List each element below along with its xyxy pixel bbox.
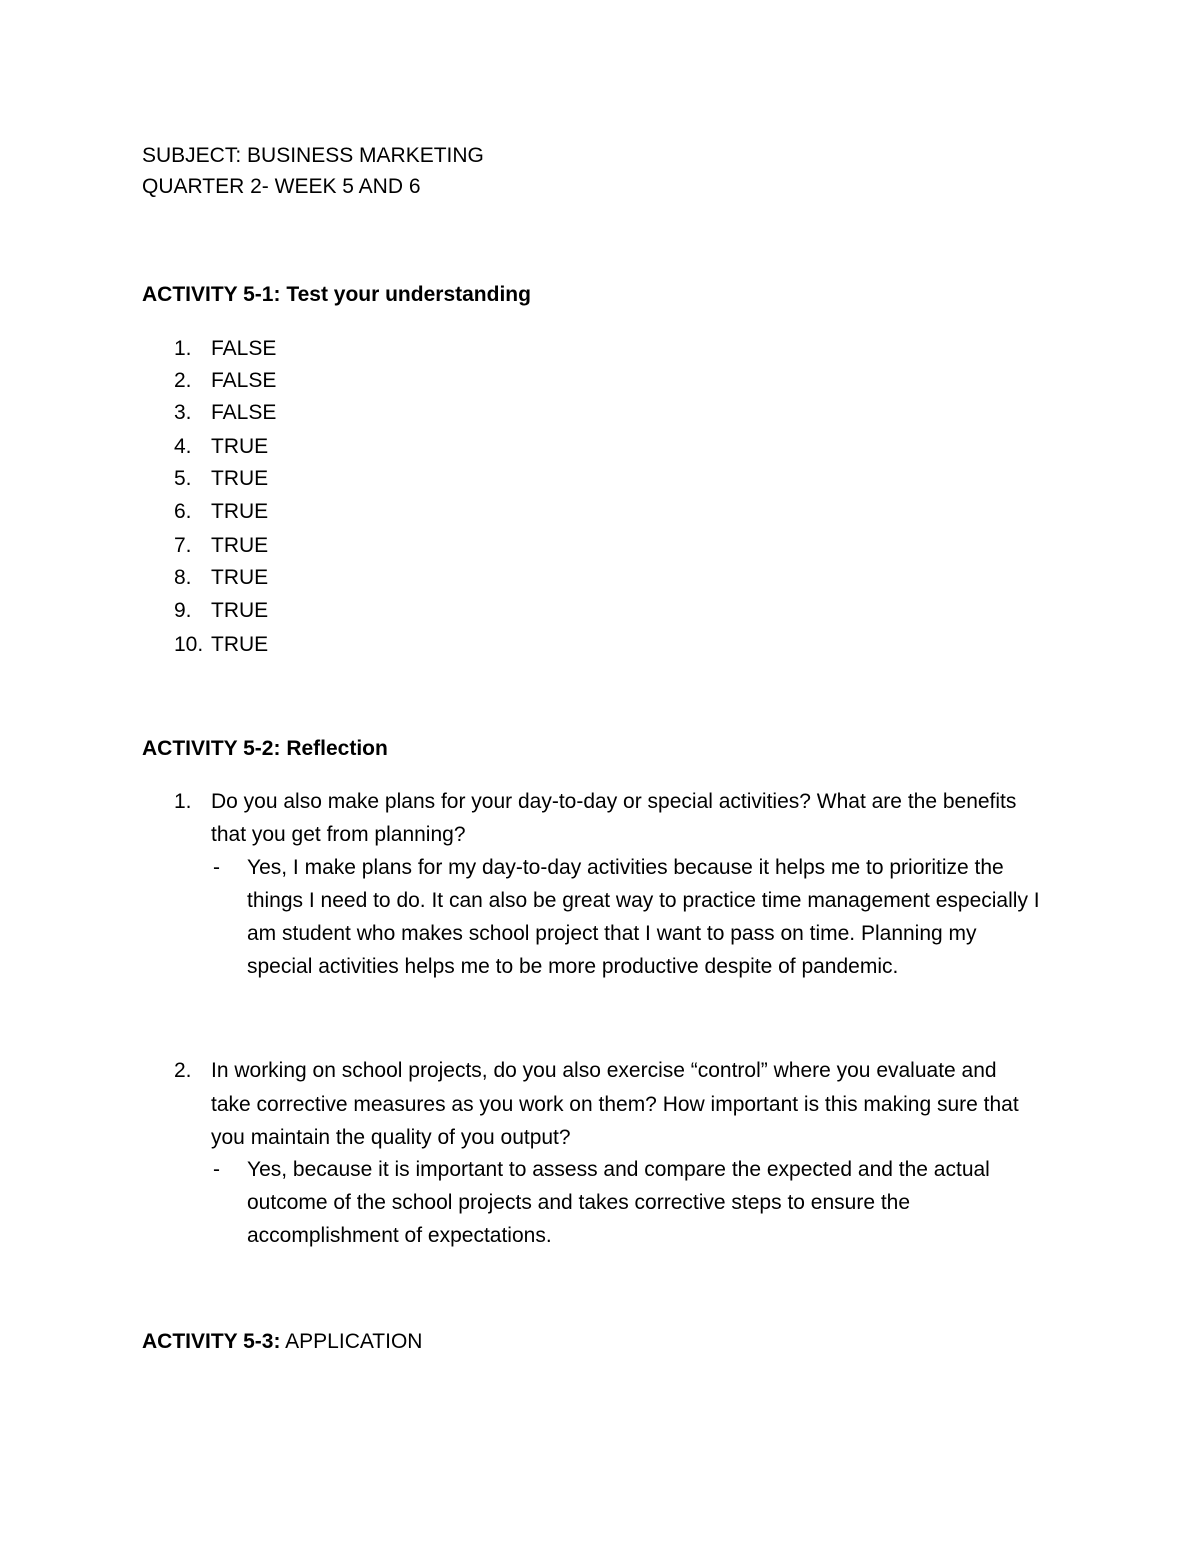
activity-3-title: APPLICATION <box>285 1330 423 1353</box>
item-number: 8. <box>174 566 192 589</box>
answer-bullet: - <box>213 856 220 879</box>
item-number: 4. <box>174 435 192 458</box>
item-number: 1. <box>174 337 192 360</box>
item-answer: TRUE <box>211 435 269 458</box>
question-text-line: you maintain the quality of you output? <box>211 1126 571 1149</box>
answer-text-line: special activities helps me to be more productive despite of pandemic. <box>247 955 899 978</box>
answer-text-line: Yes, because it is important to assess and compare the expected and the actual <box>247 1158 990 1181</box>
item-answer: TRUE <box>211 599 269 622</box>
activity-1-title: Test your understanding <box>286 283 531 306</box>
question-text-line: Do you also make plans for your day-to-day or special activities? What are the benefits <box>211 790 1017 813</box>
item-answer: FALSE <box>211 337 277 360</box>
item-number: 10. <box>174 633 204 656</box>
activity-2-heading <box>142 736 388 762</box>
activity-3-heading <box>142 1329 422 1355</box>
item-answer: FALSE <box>211 401 277 424</box>
item-answer: TRUE <box>211 566 269 589</box>
item-number: 5. <box>174 467 192 490</box>
item-number: 6. <box>174 500 192 523</box>
question-number: 2. <box>174 1059 192 1082</box>
item-answer: TRUE <box>211 500 269 523</box>
activity-2-label: ACTIVITY 5-2: <box>142 737 281 760</box>
item-answer: TRUE <box>211 534 269 557</box>
question-text-line: take corrective measures as you work on them? How important is this making sure that <box>211 1093 1019 1116</box>
activity-3-label: ACTIVITY 5-3: <box>142 1330 281 1353</box>
answer-bullet: - <box>213 1158 220 1181</box>
quarter-line: QUARTER 2- WEEK 5 AND 6 <box>142 175 421 198</box>
item-answer: TRUE <box>211 633 269 656</box>
answer-text-line: Yes, I make plans for my day-to-day activities because it helps me to prioritize the <box>247 856 1004 879</box>
activity-2-title: Reflection <box>286 737 388 760</box>
answer-text-line: things I need to do. It can also be great way to practice time management especially I <box>247 889 1040 912</box>
activity-1-label: ACTIVITY 5-1: <box>142 283 281 306</box>
activity-1-heading <box>142 282 531 308</box>
question-number: 1. <box>174 790 192 813</box>
item-number: 9. <box>174 599 192 622</box>
answer-text-line: accomplishment of expectations. <box>247 1224 552 1247</box>
subject-line: SUBJECT: BUSINESS MARKETING <box>142 144 484 167</box>
item-answer: TRUE <box>211 467 269 490</box>
item-number: 2. <box>174 369 192 392</box>
question-text-line: that you get from planning? <box>211 823 466 846</box>
item-answer: FALSE <box>211 369 277 392</box>
answer-text-line: am student who makes school project that I want to pass on time. Planning my <box>247 922 977 945</box>
answer-text-line: outcome of the school projects and takes corrective steps to ensure the <box>247 1191 911 1214</box>
item-number: 7. <box>174 534 192 557</box>
item-number: 3. <box>174 401 192 424</box>
question-text-line: In working on school projects, do you also exercise “control” where you evaluate and <box>211 1059 997 1082</box>
